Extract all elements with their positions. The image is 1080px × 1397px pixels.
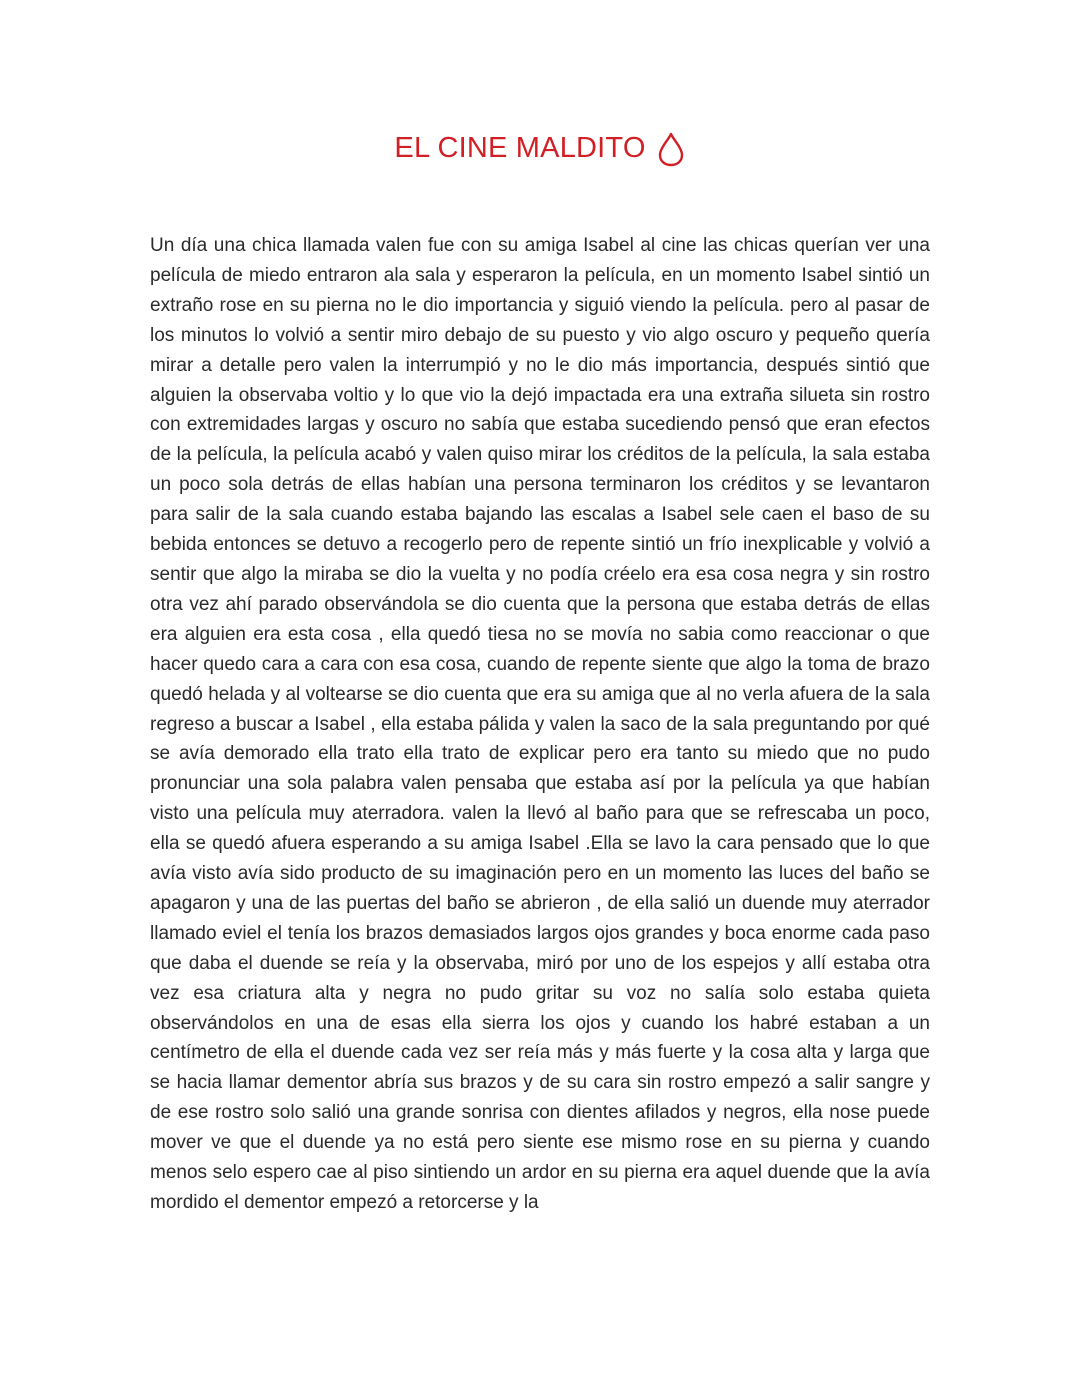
drop-icon xyxy=(656,131,686,167)
title-row xyxy=(0,128,1080,168)
page-title: EL CINE MALDITO xyxy=(394,132,646,164)
story-body: Un día una chica llamada valen fue con su amiga Isabel al cine las chicas querían ver una película de miedo entraron ala sala y esperaron la película, en un momento Isabel sintió un extraño rose en su pierna no le dio importancia y siguió viendo la película. pero al pasar de los minutos lo volvió a sentir miro debajo de su puesto y vio algo oscuro y pequeño quería mirar a detalle pero valen la interrumpió y no le dio más importancia, después sintió que alguien la observaba voltio y lo que vio la dejó impactada era una extraña silueta sin rostro con extremidades largas y oscuro no sabía que estaba sucediendo pensó que eran efectos de la película, la película acabó y valen quiso mirar los créditos de la película, la sala estaba un poco sola detrás de ellas habían una persona terminaron los créditos y se levantaron para salir de la sala cuando estaba bajando las escalas a Isabel sele caen el baso de su bebida entonces se detuvo a recogerlo pero de repente sintió un frío inexplicable y volvió a sentir que algo la miraba se dio la vuelta y no podía créelo era esa cosa negra y sin rostro otra vez ahí parado observándola se dio cuenta que la persona que estaba detrás de ellas era alguien era esta cosa , ella quedó tiesa no se movía no sabia como reaccionar o que hacer quedo cara a cara con esa cosa, cuando de repente siente que algo la toma de brazo quedó helada y al voltearse se dio cuenta que era su amiga que al no verla afuera de la sala regreso a buscar a Isabel , ella estaba pálida y valen la saco de la sala preguntando por qué se avía demorado ella trato ella trato de explicar pero era tanto su miedo que no pudo pronunciar una sola palabra valen pensaba que estaba así por la película ya que habían visto una película muy aterradora. valen la llevó al baño para que se refrescaba un poco, ella se quedó afuera esperando a su amiga Isabel .Ella se lavo la cara pensado que lo que avía visto avía sido producto de su imaginación pero en un momento las luces del baño se apagaron y una de las puertas del baño se abrieron , de ella salió un duende muy aterrador llamado eviel el tenía los brazos demasiados largos ojos grandes y boca enorme cada paso que daba el duende se reía y la observaba, miró por uno de los espejos y allí estaba otra vez esa criatura alta y negra no pudo gritar su voz no salía solo estaba quieta observándolos en una de esas ella sierra los ojos y cuando los habré estaban a un centímetro de ella el duende cada vez ser reía más y más fuerte y la cosa alta y larga que se hacia llamar dementor abría sus brazos y de su cara sin rostro empezó a salir sangre y de ese rostro solo salió una grande sonrisa con dientes afilados y negros, ella nose puede mover ve que el duende ya no está pero siente ese mismo rose en su pierna y cuando menos selo espero cae al piso sintiendo un ardor en su pierna era aquel duende que la avía mordido el dementor empezó a retorcerse y la xyxy=(150,235,930,1213)
